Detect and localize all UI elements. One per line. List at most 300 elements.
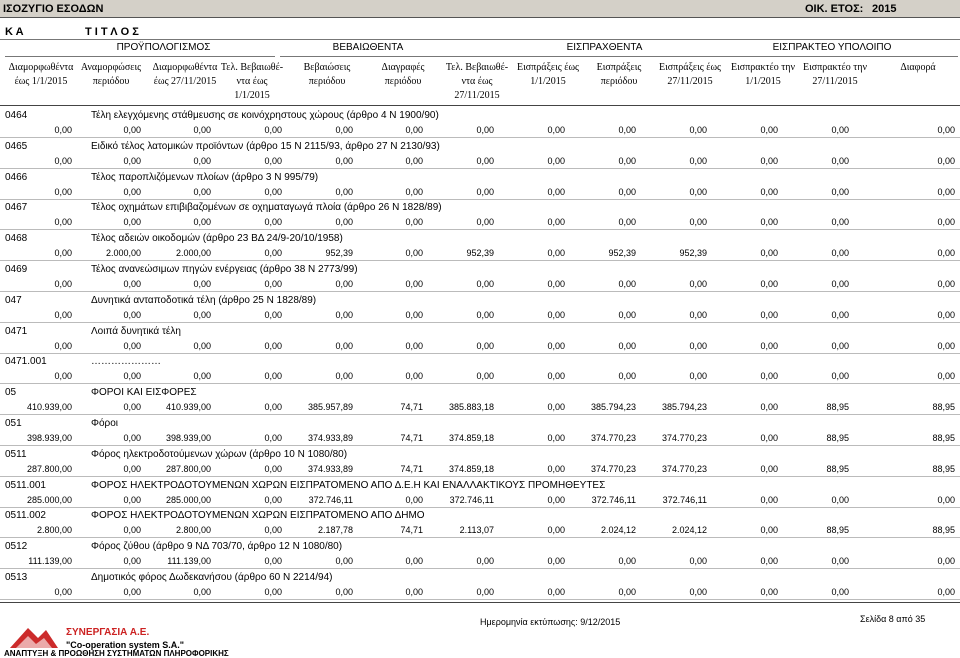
row-value: 2.000,00 <box>105 248 141 259</box>
row-value: 0,00 <box>264 125 282 135</box>
row-value: 0,00 <box>547 248 565 259</box>
row-code: 0511.001 <box>5 479 46 491</box>
row-value: 0,00 <box>264 494 282 505</box>
row-value: 88,95 <box>932 525 955 536</box>
row-value: 372.746,11 <box>662 494 707 505</box>
row-value: 0,00 <box>547 340 565 351</box>
row-value: 0,00 <box>618 217 636 228</box>
row-value: 0,00 <box>193 309 211 320</box>
row-value: 0,00 <box>264 433 282 443</box>
row-value: 0,00 <box>54 279 72 289</box>
column-header-line: Διαγραφές <box>381 62 425 73</box>
row-value: 0,00 <box>405 371 423 382</box>
row-value: 0,00 <box>476 556 494 567</box>
row-value: 0,00 <box>760 463 778 474</box>
row-value: 0,00 <box>193 186 211 197</box>
column-header-line: Εισπράξεις <box>596 62 642 73</box>
row-value: 385.794,23 <box>590 402 636 413</box>
company-name: ΣΥΝΕΡΓΑΣΙΑ Α.Ε. <box>66 627 150 638</box>
row-description: Φόροι <box>91 418 119 429</box>
row-value: 0,00 <box>547 279 565 289</box>
row-value: 0,00 <box>335 186 353 197</box>
row-value: 0,00 <box>937 371 955 382</box>
row-value: 0,00 <box>123 587 141 597</box>
report-title: ΙΣΟΖΥΓΙΟ ΕΣΟΔΩΝ <box>3 3 104 15</box>
row-value: 374.859,18 <box>448 463 494 474</box>
fiscal-year-label: ΟΙΚ. ΕΤΟΣ: <box>805 3 864 15</box>
row-value: 0,00 <box>193 217 211 228</box>
row-value: 0,00 <box>547 155 565 166</box>
row-value: 0,00 <box>831 279 849 289</box>
row-value: 0,00 <box>405 340 423 351</box>
row-value: 385.957,89 <box>307 402 353 413</box>
row-description: Λοιπά δυνητικά τέλη <box>91 325 181 337</box>
row-value: 374.770,23 <box>590 463 636 474</box>
row-value: 0,00 <box>618 340 636 351</box>
column-header-10 <box>652 61 728 103</box>
row-value: 0,00 <box>405 155 423 166</box>
column-header-line: Εισπρακτέο την <box>803 62 867 73</box>
column-header-line: ντα έως <box>236 76 268 87</box>
row-value: 0,00 <box>264 186 282 197</box>
row-value: 0,00 <box>264 402 282 413</box>
row-value: 0,00 <box>335 125 353 135</box>
fiscal-year-value: 2015 <box>872 3 897 15</box>
row-value: 0,00 <box>689 186 707 197</box>
column-header-line: Διαμορφωθέντα <box>152 62 218 73</box>
column-header-line: Τελ. Βεβαιωθέ- <box>220 62 284 73</box>
row-value: 385.794,23 <box>661 402 707 413</box>
row-value: 0,00 <box>54 309 72 320</box>
column-header-line: Διαμορφωθέντα <box>8 62 74 73</box>
row-value: 0,00 <box>760 217 778 228</box>
column-header-line: Αναμορφώσεις <box>80 62 142 73</box>
row-value: 0,00 <box>405 556 423 567</box>
column-header-line <box>880 89 956 103</box>
row-value: 0,00 <box>831 125 849 135</box>
row-value: 0,00 <box>264 371 282 382</box>
group-header-3: ΕΙΣΠΡΑΧΘΕΝΤΑ <box>566 42 643 53</box>
row-value: 0,00 <box>54 340 72 351</box>
row-value: 0,00 <box>760 340 778 351</box>
column-header-line: Βεβαιώσεις <box>303 62 351 73</box>
row-value: 287.800,00 <box>165 463 211 474</box>
row-value: 0,00 <box>193 587 211 597</box>
row-value: 0,00 <box>54 186 72 197</box>
column-header-line <box>73 89 149 103</box>
column-header-line <box>725 89 801 103</box>
row-value: 0,00 <box>760 587 778 597</box>
row-value: 88,95 <box>932 402 955 413</box>
row-value: 0,00 <box>618 309 636 320</box>
row-value: 0,00 <box>547 186 565 197</box>
row-description: Φόρος ηλεκτροδοτούμενων χώρων (άρθρο 10 Ν 1080/80) <box>91 448 348 460</box>
row-value: 0,00 <box>937 309 955 320</box>
row-value: 372.746,11 <box>449 494 494 505</box>
row-code: 051 <box>5 418 22 429</box>
row-value: 287.800,00 <box>26 463 72 474</box>
row-value: 0,00 <box>54 217 72 228</box>
row-code: 0513 <box>5 572 28 583</box>
column-header-line: 1/1/2015 <box>745 76 781 87</box>
row-value: 0,00 <box>831 217 849 228</box>
row-value: 2.113,07 <box>459 525 494 536</box>
row-value: 0,00 <box>937 494 955 505</box>
column-header-line: 27/11/2015 <box>454 90 500 101</box>
column-header-line: περιόδου <box>600 76 638 87</box>
row-value: 2.024,12 <box>671 525 707 536</box>
row-description: Τέλη ελεγχόμενης στάθμευσης σε κοινόχρηστους χώρους (άρθρο 4 Ν 1900/90) <box>91 110 439 121</box>
row-code: 0468 <box>5 233 28 245</box>
column-header-line: περιόδου <box>384 76 422 87</box>
row-value: 0,00 <box>123 463 141 474</box>
row-value: 410.939,00 <box>26 402 72 413</box>
row-value: 0,00 <box>476 587 494 597</box>
row-value: 952,39 <box>466 248 494 259</box>
row-value: 0,00 <box>476 279 494 289</box>
column-header-6 <box>365 61 441 103</box>
row-value: 0,00 <box>264 587 282 597</box>
row-value: 0,00 <box>689 587 707 597</box>
column-header-line: Διαφορά <box>900 62 936 73</box>
row-value: 0,00 <box>689 217 707 228</box>
row-value: 0,00 <box>689 279 707 289</box>
row-value: 0,00 <box>760 155 778 166</box>
row-value: 0,00 <box>264 248 282 259</box>
row-value: 0,00 <box>547 556 565 567</box>
row-description: Δημοτικός φόρος Δωδεκανήσου (άρθρο 60 Ν 2214/94) <box>91 572 333 583</box>
row-value: 0,00 <box>123 217 141 228</box>
row-value: 0,00 <box>54 155 72 166</box>
column-header-line <box>797 89 873 103</box>
company-tagline: ΑΝΑΠΤΥΞΗ & ΠΡΟΩΘΗΣΗ ΣΥΣΤΗΜΑΤΩΝ ΠΛΗΡΟΦΟΡΙΚΗΣ <box>4 649 229 658</box>
row-value: 372.746,11 <box>591 494 636 505</box>
row-description: Δυνητικά ανταποδοτικά τέλη (άρθρο 25 Ν 1828/89) <box>91 294 317 306</box>
row-value: 0,00 <box>123 402 141 413</box>
row-value: 952,39 <box>608 248 636 259</box>
row-value: 410.939,00 <box>165 402 211 413</box>
row-value: 0,00 <box>937 155 955 166</box>
row-value: 0,00 <box>831 494 849 505</box>
row-value: 0,00 <box>547 525 565 536</box>
row-code: 0511 <box>5 448 27 460</box>
report-title-bar <box>0 0 960 18</box>
ka-heading: Κ Α <box>5 26 24 38</box>
row-value: 0,00 <box>405 279 423 289</box>
row-value: 0,00 <box>831 248 849 259</box>
row-value: 0,00 <box>760 309 778 320</box>
row-description: Τέλος αδειών οικοδομών (άρθρο 23 ΒΔ 24/9-20/10/1958) <box>91 233 343 245</box>
row-code: 0466 <box>5 171 28 183</box>
row-value: 0,00 <box>123 309 141 320</box>
row-value: 0,00 <box>123 155 141 166</box>
row-value: 0,00 <box>54 248 72 259</box>
column-header-line <box>510 89 586 103</box>
row-value: 385.883,18 <box>448 402 494 413</box>
print-date: Ημερομηνία εκτύπωσης: 9/12/2015 <box>480 617 621 627</box>
row-value: 398.939,00 <box>165 433 211 443</box>
row-value: 74,71 <box>400 402 423 413</box>
row-code: 047 <box>5 294 22 306</box>
page-number: Σελίδα 8 από 35 <box>860 614 926 624</box>
column-header-8 <box>510 61 586 103</box>
column-header-line <box>289 89 365 103</box>
row-value: 374.770,23 <box>661 433 707 443</box>
row-value: 74,71 <box>400 463 423 474</box>
row-value: 0,00 <box>831 371 849 382</box>
column-header-line: 27/11/2015 <box>812 76 858 87</box>
column-header-line: Εισπρακτέο την <box>731 62 795 73</box>
row-value: 0,00 <box>831 309 849 320</box>
row-value: 0,00 <box>123 494 141 505</box>
row-value: 0,00 <box>831 155 849 166</box>
row-value: 0,00 <box>335 340 353 351</box>
row-value: 0,00 <box>335 155 353 166</box>
row-value: 0,00 <box>476 217 494 228</box>
row-value: 0,00 <box>335 587 353 597</box>
row-value: 0,00 <box>689 125 707 135</box>
column-header-line: 27/11/2015 <box>667 76 713 87</box>
row-value: 2.024,12 <box>600 525 636 536</box>
row-value: 0,00 <box>264 525 282 536</box>
row-value: 0,00 <box>405 309 423 320</box>
group-header-1: ΠΡΟΫΠΟΛΟΓΙΣΜΟΣ <box>116 42 211 53</box>
column-header-line: Εισπράξεις έως <box>658 62 722 73</box>
row-value: 0,00 <box>618 186 636 197</box>
row-value: 0,00 <box>405 494 423 505</box>
row-value: 374.770,23 <box>590 433 636 443</box>
row-code: 0469 <box>5 264 28 275</box>
column-header-line <box>3 89 79 103</box>
column-header-line: 1/1/2015 <box>234 90 270 101</box>
column-header-line: περιόδου <box>308 76 346 87</box>
row-value: 0,00 <box>335 217 353 228</box>
row-value: 0,00 <box>54 371 72 382</box>
row-value: 374.770,23 <box>661 463 707 474</box>
row-value: 88,95 <box>932 433 955 443</box>
row-description: Φόρος ζύθου (άρθρο 9 ΝΔ 703/70, άρθρο 12 Ν 1080/80) <box>91 541 343 553</box>
row-code: 0464 <box>5 110 28 121</box>
row-code: 0512 <box>5 541 28 553</box>
row-value: 0,00 <box>405 186 423 197</box>
row-value: 398.939,00 <box>26 433 72 443</box>
row-value: 0,00 <box>760 433 778 443</box>
row-value: 0,00 <box>760 125 778 135</box>
column-header-line <box>147 89 223 103</box>
column-header-11 <box>725 61 801 103</box>
row-value: 374.859,18 <box>448 433 494 443</box>
row-value: 374.933,89 <box>307 463 353 474</box>
row-value: 0,00 <box>760 371 778 382</box>
column-header-1 <box>3 61 79 103</box>
row-value: 0,00 <box>760 279 778 289</box>
group-header-2: ΒΕΒΑΙΩΘΕΝΤΑ <box>332 42 404 53</box>
row-value: 0,00 <box>335 279 353 289</box>
row-value: 0,00 <box>547 125 565 135</box>
row-value: 74,71 <box>400 433 423 443</box>
row-code: 05 <box>5 387 17 399</box>
row-value: 0,00 <box>689 309 707 320</box>
column-header-12 <box>797 61 873 103</box>
row-value: 0,00 <box>831 186 849 197</box>
row-value: 0,00 <box>405 125 423 135</box>
column-header-3 <box>147 61 223 103</box>
row-description: ΦΟΡΟΣ ΗΛΕΚΤΡΟΔΟΤΟΥΜΕΝΩΝ ΧΩΡΩΝ ΕΙΣΠΡΑΤΟΜΕΝΟ ΑΠΟ ΔΗΜΟ <box>91 510 425 522</box>
row-value: 0,00 <box>54 587 72 597</box>
row-value: 0,00 <box>123 556 141 567</box>
row-value: 0,00 <box>405 587 423 597</box>
row-value: 0,00 <box>618 279 636 289</box>
row-value: 0,00 <box>264 279 282 289</box>
row-value: 0,00 <box>937 340 955 351</box>
row-value: 0,00 <box>193 340 211 351</box>
column-header-line <box>880 75 956 89</box>
row-value: 0,00 <box>335 556 353 567</box>
row-value: 0,00 <box>123 125 141 135</box>
row-value: 285.000,00 <box>165 494 211 505</box>
row-code: 0471.001 <box>5 356 47 368</box>
row-value: 0,00 <box>547 309 565 320</box>
row-value: 0,00 <box>335 309 353 320</box>
row-value: 0,00 <box>123 371 141 382</box>
column-header-2 <box>73 61 149 103</box>
column-header-5 <box>289 61 365 103</box>
titlos-heading: Τ Ι Τ Λ Ο Σ <box>85 26 139 38</box>
row-value: 0,00 <box>937 125 955 135</box>
row-value: 0,00 <box>760 494 778 505</box>
row-value: 0,00 <box>937 186 955 197</box>
column-header-line: έως 1/1/2015 <box>14 76 68 87</box>
row-value: 0,00 <box>547 402 565 413</box>
row-value: 0,00 <box>618 371 636 382</box>
row-value: 0,00 <box>476 371 494 382</box>
row-value: 0,00 <box>760 402 778 413</box>
row-value: 0,00 <box>193 125 211 135</box>
row-value: 0,00 <box>123 186 141 197</box>
row-value: 0,00 <box>405 217 423 228</box>
row-value: 0,00 <box>831 587 849 597</box>
row-value: 0,00 <box>937 556 955 567</box>
column-header-line <box>652 89 728 103</box>
row-value: 0,00 <box>547 217 565 228</box>
row-value: 0,00 <box>193 279 211 289</box>
row-value: 111.139,00 <box>167 556 211 567</box>
row-value: 0,00 <box>54 125 72 135</box>
row-value: 2.800,00 <box>36 525 72 536</box>
row-value: 0,00 <box>264 155 282 166</box>
row-value: 0,00 <box>123 525 141 536</box>
row-description: ΦΟΡΟΙ ΚΑΙ ΕΙΣΦΟΡΕΣ <box>91 387 197 399</box>
row-value: 0,00 <box>264 556 282 567</box>
row-value: 0,00 <box>547 587 565 597</box>
row-value: 952,39 <box>679 248 707 259</box>
row-value: 0,00 <box>193 371 211 382</box>
row-description: Τέλος οχημάτων επιβιβαζομένων σε οχηματαγωγά πλοία (άρθρο 26 Ν 1828/89) <box>91 202 442 214</box>
column-header-7 <box>439 61 515 103</box>
row-code: 0465 <box>5 140 28 152</box>
column-header-9 <box>581 61 657 103</box>
row-value: 0,00 <box>405 248 423 259</box>
row-description: ………………… <box>91 356 161 368</box>
row-value: 0,00 <box>193 155 211 166</box>
row-value: 0,00 <box>547 433 565 443</box>
column-header-line <box>365 89 441 103</box>
column-header-line: Εισπράξεις έως <box>516 62 580 73</box>
row-value: 0,00 <box>618 155 636 166</box>
row-value: 0,00 <box>476 125 494 135</box>
column-header-line: ντα έως <box>461 76 493 87</box>
row-value: 74,71 <box>400 525 423 536</box>
row-value: 88,95 <box>826 402 849 413</box>
row-value: 0,00 <box>264 340 282 351</box>
row-value: 0,00 <box>618 587 636 597</box>
row-value: 0,00 <box>335 371 353 382</box>
row-value: 0,00 <box>937 587 955 597</box>
column-header-line: έως 27/11/2015 <box>153 76 217 87</box>
row-value: 0,00 <box>689 371 707 382</box>
group-header-4: ΕΙΣΠΡΑΚΤΕΟ ΥΠΟΛΟΙΠΟ <box>772 42 892 53</box>
row-value: 0,00 <box>831 556 849 567</box>
row-value: 0,00 <box>760 556 778 567</box>
row-value: 0,00 <box>476 340 494 351</box>
row-value: 374.933,89 <box>307 433 353 443</box>
row-value: 0,00 <box>689 556 707 567</box>
row-value: 0,00 <box>547 494 565 505</box>
row-value: 952,39 <box>325 248 353 259</box>
row-code: 0467 <box>5 202 28 214</box>
row-value: 0,00 <box>937 279 955 289</box>
row-value: 0,00 <box>547 371 565 382</box>
row-value: 88,95 <box>826 463 849 474</box>
row-value: 0,00 <box>264 217 282 228</box>
row-value: 0,00 <box>123 433 141 443</box>
column-header-4 <box>214 61 290 103</box>
row-description: Τέλος ανανεώσιμων πηγών ενέργειας (άρθρο 38 Ν 2773/99) <box>91 264 358 275</box>
row-description: Ειδικό τέλος λατομικών προϊόντων (άρθρο 15 Ν 2115/93, άρθρο 27 Ν 2130/93) <box>91 140 440 152</box>
row-description: ΦΟΡΟΣ ΗΛΕΚΤΡΟΔΟΤΟΥΜΕΝΩΝ ΧΩΡΩΝ ΕΙΣΠΡΑΤΟΜΕΝΟ ΑΠΟ Δ.Ε.Η ΚΑΙ ΕΝΑΛΛΑΚΤΙΚΟΥΣ ΠΡΟΜΗΘΕΥΤΕΣ <box>91 479 606 491</box>
row-value: 0,00 <box>831 340 849 351</box>
row-value: 0,00 <box>689 155 707 166</box>
column-header-line <box>581 89 657 103</box>
row-code: 0471 <box>5 325 28 337</box>
row-value: 2.000,00 <box>175 248 211 259</box>
row-value: 0,00 <box>760 248 778 259</box>
company-system: "Co-operation system S.A." <box>66 640 185 650</box>
row-value: 0,00 <box>476 186 494 197</box>
column-header-13 <box>880 61 956 103</box>
row-value: 0,00 <box>123 279 141 289</box>
row-value: 0,00 <box>547 463 565 474</box>
row-description: Τέλος παροπλιζόμενων πλοίων (άρθρο 3 Ν 995/79) <box>91 171 319 183</box>
row-value: 0,00 <box>264 309 282 320</box>
column-header-line: Τελ. Βεβαιωθέ- <box>445 62 509 73</box>
column-header-line: περιόδου <box>92 76 130 87</box>
row-value: 0,00 <box>760 525 778 536</box>
row-value: 0,00 <box>618 125 636 135</box>
row-value: 0,00 <box>760 186 778 197</box>
column-header-line: 1/1/2015 <box>530 76 566 87</box>
row-value: 111.139,00 <box>28 556 72 567</box>
row-value: 0,00 <box>264 463 282 474</box>
row-value: 88,95 <box>826 525 849 536</box>
row-value: 0,00 <box>476 155 494 166</box>
row-value: 0,00 <box>123 340 141 351</box>
row-value: 0,00 <box>618 556 636 567</box>
row-value: 88,95 <box>932 463 955 474</box>
row-value: 0,00 <box>689 340 707 351</box>
row-code: 0511.002 <box>5 510 46 522</box>
row-value: 0,00 <box>937 248 955 259</box>
